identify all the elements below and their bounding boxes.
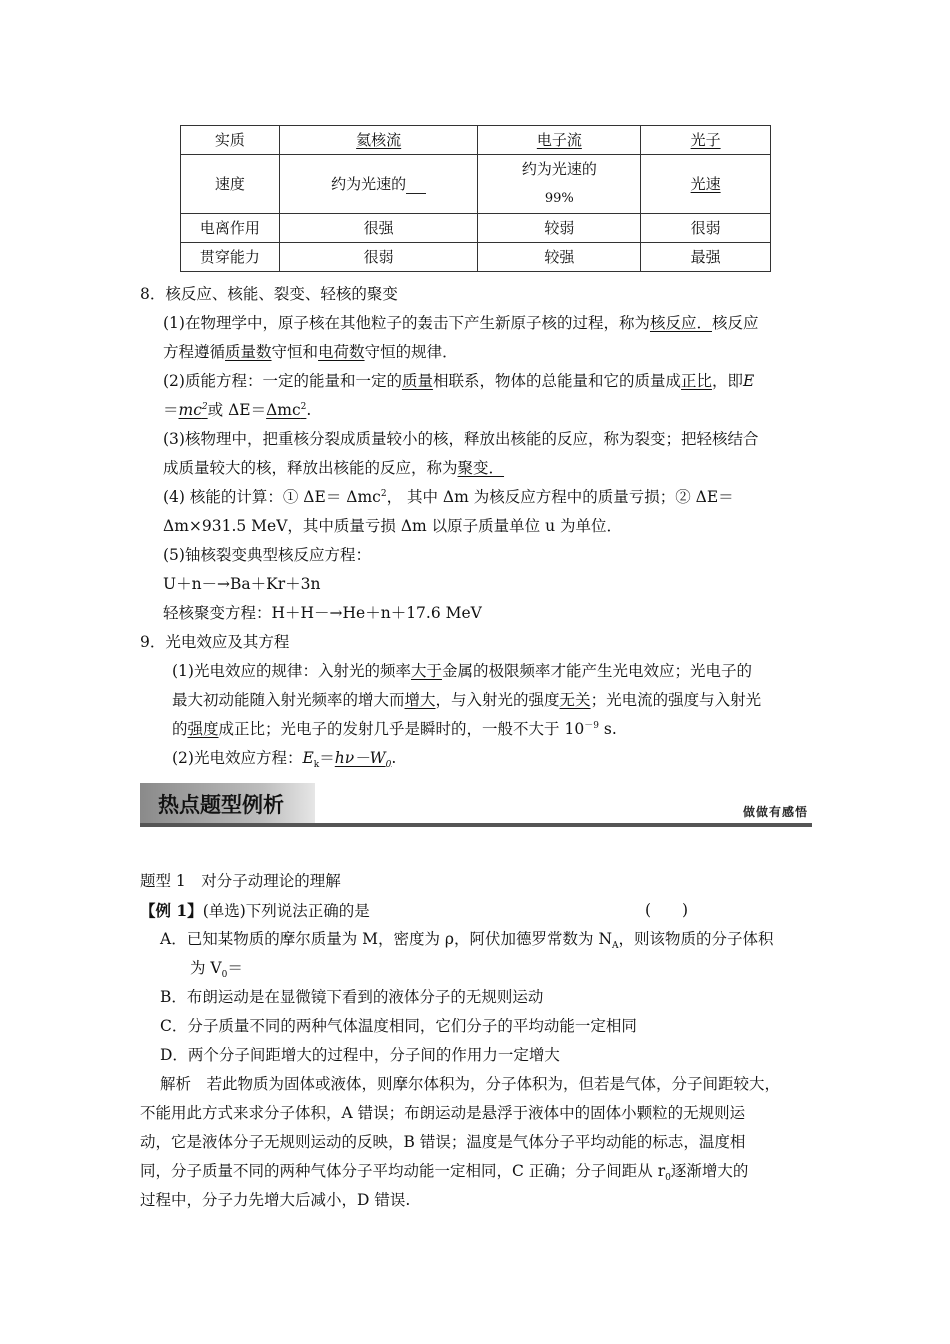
option-b: B．布朗运动是在显微镜下看到的液体分子的无规则运动 xyxy=(160,988,544,1006)
option-d: D．两个分子间距增大的过程中，分子间的作用力一定增大 xyxy=(160,1046,560,1064)
table-cell: 约为光速的 xyxy=(279,155,478,214)
paragraph: (2)质能方程：一定的能量和一定的质量相联系，物体的总能量和它的质量成正比，即E xyxy=(163,372,755,390)
paragraph: 最大初动能随入射光频率的增大而增大，与入射光的强度无关；光电流的强度与入射光 xyxy=(172,691,762,709)
paragraph: 的强度成正比；光电子的发射几乎是瞬时的，一般不大于 $10^{-9}$ s. xyxy=(172,720,617,738)
paragraph: (4) 核能的计算：① ΔE＝ Δmc$^2$， 其中 Δm 为核反应方程中的质量亏损；② ΔE＝ xyxy=(163,488,734,506)
analysis-line: 同，分子质量不同的两种气体分子平均动能一定相同，C 正确；分子间距从 $r_0$逐渐增大的 xyxy=(140,1162,749,1184)
table-cell: 最强 xyxy=(641,243,771,272)
equation: U＋n－→Ba＋Kr＋3n xyxy=(163,575,321,593)
paragraph: (1)光电效应的规律：入射光的频率大于金属的极限频率才能产生光电效应；光电子的 xyxy=(172,662,752,680)
row-label: 实质 xyxy=(181,126,280,155)
option-a: A．已知某物质的摩尔质量为 M，密度为 ρ，阿伏加德罗常数为 $N_A$，则该物质的分子体积 xyxy=(160,930,774,952)
section-banner xyxy=(140,783,812,827)
section-8-heading: 8．核反应、核能、裂变、轻核的聚变 xyxy=(140,285,398,303)
table-cell: 很弱 xyxy=(641,214,771,243)
table-cell: 较弱 xyxy=(478,214,641,243)
option-a-cont: 为 $V_0=$ xyxy=(190,959,243,981)
table-cell: 电子流 xyxy=(478,126,641,155)
example-question: 【例 1】(单选)下列说法正确的是 ( ) xyxy=(140,901,689,920)
banner-rule xyxy=(140,823,812,827)
analysis-line: 过程中，分子力先增大后减小，D 错误. xyxy=(140,1191,411,1209)
table-cell: 光子 xyxy=(641,126,771,155)
table-cell: 较强 xyxy=(478,243,641,272)
paragraph: 成质量较大的核，释放出核能的反应，称为聚变． xyxy=(163,459,505,477)
equation: 轻核聚变方程：H＋H－→He＋n＋17.6 MeV xyxy=(163,604,482,622)
paragraph: Δm×931.5 MeV，其中质量亏损 Δm 以原子质量单位 u 为单位． xyxy=(163,517,622,535)
table-cell: 光速 xyxy=(641,155,771,214)
table-row xyxy=(181,155,771,214)
row-label: 贯穿能力 xyxy=(181,243,280,272)
section-9-heading: 9．光电效应及其方程 xyxy=(140,633,290,651)
table-cell: 很弱 xyxy=(279,243,478,272)
banner-title: 热点题型例析 xyxy=(158,793,284,817)
table-cell: 氦核流 xyxy=(279,126,478,155)
table-row xyxy=(181,243,771,272)
paragraph: (3)核物理中，把重核分裂成质量较小的核，释放出核能的反应，称为裂变；把轻核结合 xyxy=(163,430,759,448)
paragraph: (5)铀核裂变典型核反应方程： xyxy=(163,546,371,564)
table-row xyxy=(181,126,771,155)
analysis-line: 解析 若此物质为固体或液体，则摩尔体积为，分子体积为，但若是气体，分子间距较大， xyxy=(160,1075,781,1093)
banner-tag: 做做有感悟 xyxy=(742,805,808,819)
row-label: 速度 xyxy=(181,155,280,214)
question-type-label: 题型 1 对分子动理论的理解 xyxy=(140,872,341,890)
paragraph: $=mc^2$或 ΔE＝Δmc$^2$. xyxy=(163,401,312,419)
analysis-line: 动，它是液体分子无规则运动的反映，B 错误；温度是气体分子平均动能的标志，温度相 xyxy=(140,1133,746,1151)
analysis-line: 不能用此方式来求分子体积，A 错误；布朗运动是悬浮于液体中的固体小颗粒的无规则运 xyxy=(140,1104,746,1122)
row-label: 电离作用 xyxy=(181,214,280,243)
table-row xyxy=(181,214,771,243)
paragraph: (2)光电效应方程：$E_k=h\nu-W_0$. xyxy=(172,749,397,771)
option-c: C．分子质量不同的两种气体温度相同，它们分子的平均动能一定相同 xyxy=(160,1017,637,1035)
radiation-table xyxy=(180,125,771,272)
table-cell: 很强 xyxy=(279,214,478,243)
paragraph: 方程遵循质量数守恒和电荷数守恒的规律． xyxy=(163,343,458,361)
table-cell: 约为光速的 99% xyxy=(478,155,641,214)
paragraph: (1)在物理学中，原子核在其他粒子的轰击下产生新原子核的过程，称为核反应．核反应 xyxy=(163,314,759,332)
